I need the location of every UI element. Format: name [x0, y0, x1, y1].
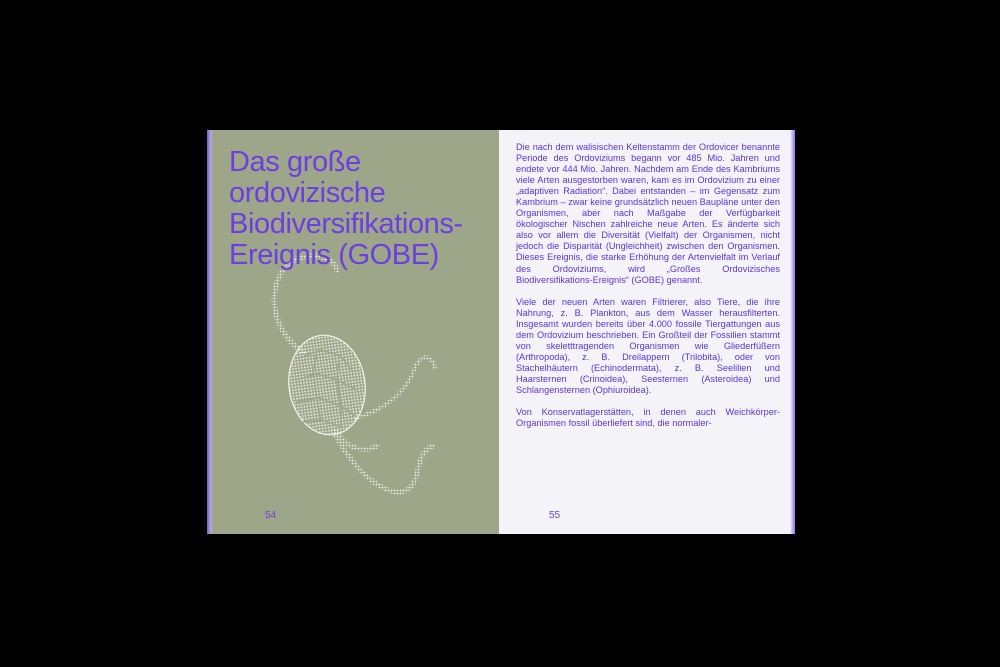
chapter-title: Das große ordovizische Biodiversifikations-Ereignis (GOBE): [229, 146, 463, 271]
paragraph: Von Konservatlagerstätten, in denen auch Weichkörper-Organismen fossil überliefert sind, die normaler-: [516, 407, 780, 429]
body-text: [516, 142, 780, 440]
page-number-left: 54: [265, 510, 277, 521]
paragraph: Viele der neuen Arten waren Filtrierer, also Tiere, die ihre Nahrung, z. B. Plankton, aus dem Wasser herausfilterten. Insgesamt wurden bereits über 4.000 fossile Tiergattungen aus dem Ordovizium beschrieben. Ein Großteil der Fossilien stammt von skeletttragenden Organismen wie Gliederfüßern (Arthropoda), z. B. Dreilappern (Trilobita), oder von Stachelhäutern (Echinodermata), z. B. Seelilien und Haarsternen (Crinoidea), Seesternen (Asteroidea) und Schlangensternen (Ophiuroidea).: [516, 296, 780, 395]
page-number-right: 55: [549, 510, 561, 521]
left-page: [207, 130, 499, 534]
book-spread: [207, 130, 795, 534]
paragraph: Die nach dem walisischen Keltenstamm der Ordovicer benannte Periode des Ordoviziums begann vor 485 Mio. Jahren und endete vor 444 Mio. Jahren. Nachdem am Ende des Kambriums viele Arten ausgestorben waren, kam es im Ordovizium zu einer „adaptiven Radiation“. Dabei entstanden – im Gegensatz zum Kambrium – zwar keine grundsätzlich neuen Baupläne unter den Organismen, aber nach Maßgabe der Verfügbarkeit ökologischer Nischen zahlreiche neue Arten. Es änderte sich also vor allem die Diversität (Vielfalt) der Organismen, nicht jedoch die Disparität (Ungleichheit) zwischen den Organismen. Dieses Ereignis, die starke Erhöhung der Artenvielfalt im Verlauf des Ordoviziums, wird „Großes Ordovizisches Biodiversifikations-Ereignis“ (GOBE) genannt.: [516, 142, 780, 285]
right-page: [499, 130, 795, 534]
dinoflagellate-illustration: [237, 240, 467, 510]
